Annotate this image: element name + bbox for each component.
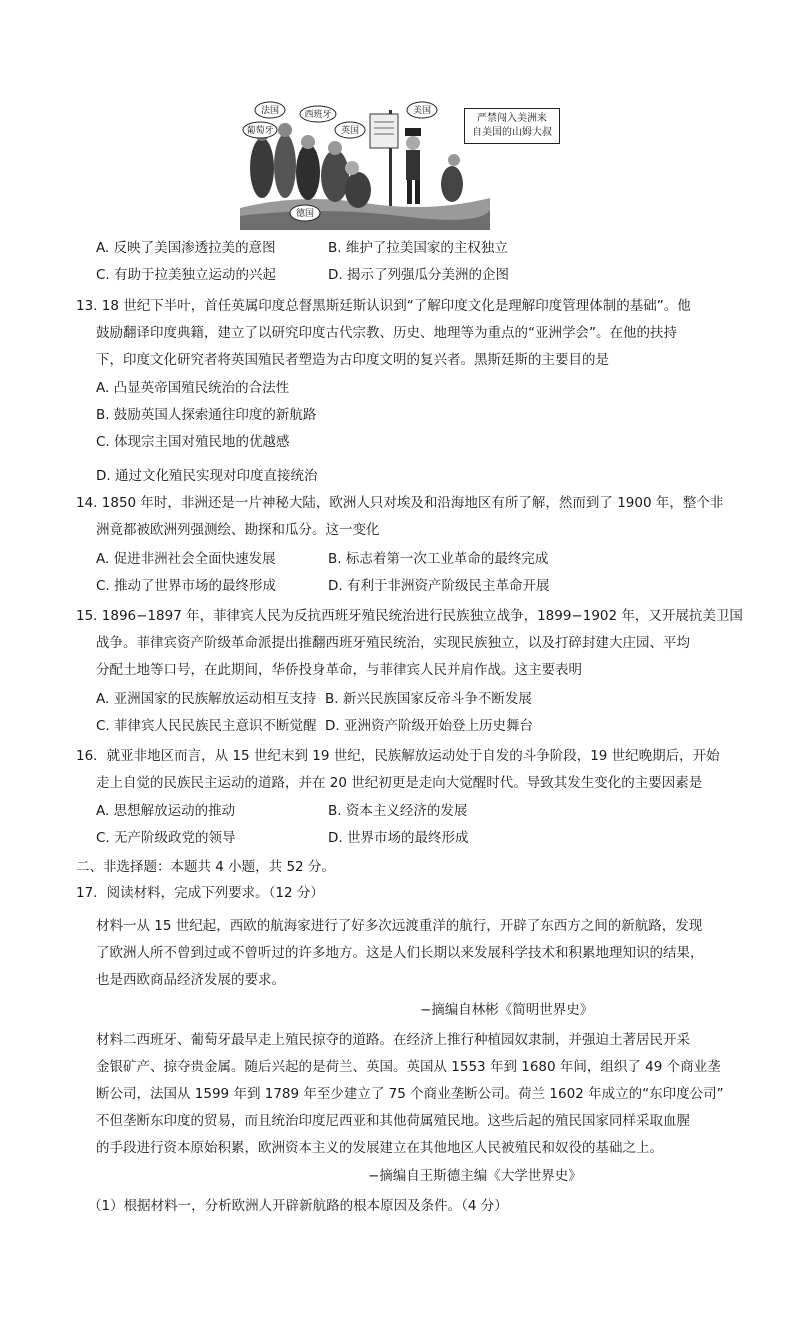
- q15-option-a: A. 亚洲国家的民族解放运动相互支持: [96, 691, 317, 707]
- q15-stem-line3: 分配土地等口号，在此期间，华侨投身革命，与菲律宾人民并肩作战。这主要表明: [96, 662, 582, 678]
- q17-material1-line1: 材料一从 15 世纪起，西欧的航海家进行了好多次远渡重洋的航行，开辟了东西方之间的新航路，发现: [96, 918, 703, 934]
- q14-stem-line2: 洲竟都被欧洲列强测绘、勘探和瓜分。这一变化: [96, 522, 380, 538]
- q16-option-b: B. 资本主义经济的发展: [328, 803, 468, 819]
- q17-material2-line2: 金银矿产、掠夺贵金属。随后兴起的是荷兰、英国。英国从 1553 年到 1680 年间，组织了 49 个商业垄: [96, 1059, 721, 1075]
- label-usa: 美国: [412, 106, 432, 116]
- cartoon-caption: [464, 108, 560, 144]
- q15-stem-line1: 15. 1896−1897 年，菲律宾人民为反抗西班牙殖民统治进行民族独立战争，1899−1902 年，又开展抗美卫国: [76, 608, 743, 624]
- label-spain: 西班牙: [304, 110, 332, 120]
- q14-option-d: D. 有利于非洲资产阶级民主革命开展: [328, 578, 550, 594]
- q14-option-a: A. 促进非洲社会全面快速发展: [96, 551, 276, 567]
- q17-sub-question-1: （1）根据材料一，分析欧洲人开辟新航路的根本原因及条件。（4 分）: [88, 1198, 508, 1214]
- label-portugal: 葡萄牙: [246, 126, 274, 136]
- q15-option-d: D. 亚洲资产阶级开始登上历史舞台: [325, 718, 533, 734]
- cartoon-caption-line2: 自美国的山姆大叔: [472, 127, 552, 138]
- q13-option-a: A. 凸显英帝国殖民统治的合法性: [96, 380, 290, 396]
- label-britain: 英国: [340, 126, 360, 136]
- cartoon-caption-line1: 严禁闯入美洲来: [477, 113, 547, 124]
- label-germany: 德国: [295, 209, 315, 219]
- q15-stem-line2: 战争。菲律宾资产阶级革命派提出推翻西班牙殖民统治，实现民族独立，以及打碎封建大庄园、平均: [96, 635, 690, 651]
- section-heading: 二、非选择题：本题共 4 小题，共 52 分。: [76, 859, 335, 875]
- label-france: 法国: [260, 106, 280, 116]
- q16-option-c: C. 无产阶级政党的领导: [96, 830, 236, 846]
- q12-option-d: D. 揭示了列强瓜分美洲的企图: [328, 267, 509, 283]
- q17-material2-source: −摘编自王斯德主编《大学世界史》: [368, 1168, 582, 1184]
- q16-option-d: D. 世界市场的最终形成: [328, 830, 469, 846]
- q17-material1-source: −摘编自林彬《简明世界史》: [420, 1002, 594, 1018]
- q17-title: 17．阅读材料，完成下列要求。（12 分）: [76, 885, 324, 901]
- q17-material1-line3: 也是西欧商品经济发展的要求。: [96, 972, 285, 988]
- q14-stem-line1: 14. 1850 年时，非洲还是一片神秘大陆，欧洲人只对埃及和沿海地区有所了解，然而到了 1900 年，整个非: [76, 495, 724, 511]
- q13-stem-line1: 13. 18 世纪下半叶，首任英属印度总督黑斯廷斯认识到“了解印度文化是理解印度管理体制的基础”。他: [76, 298, 691, 314]
- q12-option-a: A. 反映了美国渗透拉美的意图: [96, 240, 276, 256]
- q15-option-b: B. 新兴民族国家反帝斗争不断发展: [325, 691, 532, 707]
- q17-material2-line3: 断公司，法国从 1599 年到 1789 年至少建立了 75 个商业垄断公司。荷兰 1602 年成立的“东印度公司”: [96, 1086, 724, 1102]
- q16-stem-line1: 16．就亚非地区而言，从 15 世纪末到 19 世纪，民族解放运动处于自发的斗争阶段，19 世纪晚期后，开始: [76, 748, 720, 764]
- q15-option-c: C. 菲律宾人民民族民主意识不断觉醒: [96, 718, 317, 734]
- q12-option-c: C. 有助于拉美独立运动的兴起: [96, 267, 277, 283]
- q13-stem-line3: 下，印度文化研究者将英国殖民者塑造为古印度文明的复兴者。黑斯廷斯的主要目的是: [96, 352, 609, 368]
- political-cartoon-image: [240, 98, 490, 230]
- q13-option-c: C. 体现宗主国对殖民地的优越感: [96, 434, 290, 450]
- q14-option-c: C. 推动了世界市场的最终形成: [96, 578, 277, 594]
- q16-stem-line2: 走上自觉的民族民主运动的道路，并在 20 世纪初更是走向大觉醒时代。导致其发生变化的主要因素是: [96, 775, 703, 791]
- q17-material2-line4: 不但垄断东印度的贸易，而且统治印度尼西亚和其他荷属殖民地。这些后起的殖民国家同样采取血腥: [96, 1113, 690, 1129]
- q17-material2-line5: 的手段进行资本原始积累，欧洲资本主义的发展建立在其他地区人民被殖民和奴役的基础之上。: [96, 1140, 663, 1156]
- q17-material2-line1: 材料二西班牙、葡萄牙最早走上殖民掠夺的道路。在经济上推行种植园奴隶制，并强迫土著居民开采: [96, 1032, 690, 1048]
- q12-option-b: B. 维护了拉美国家的主权独立: [328, 240, 508, 256]
- q17-material1-line2: 了欧洲人所不曾到过或不曾听过的许多地方。这是人们长期以来发展科学技术和积累地理知识的结果，: [96, 945, 704, 961]
- q14-option-b: B. 标志着第一次工业革命的最终完成: [328, 551, 549, 567]
- q16-option-a: A. 思想解放运动的推动: [96, 803, 236, 819]
- q13-option-d: D. 通过文化殖民实现对印度直接统治: [96, 468, 318, 484]
- q13-option-b: B. 鼓励英国人探索通往印度的新航路: [96, 407, 317, 423]
- q13-stem-line2: 鼓励翻译印度典籍，建立了以研究印度古代宗教、历史、地理等为重点的“亚洲学会”。在他的扶持: [96, 325, 677, 341]
